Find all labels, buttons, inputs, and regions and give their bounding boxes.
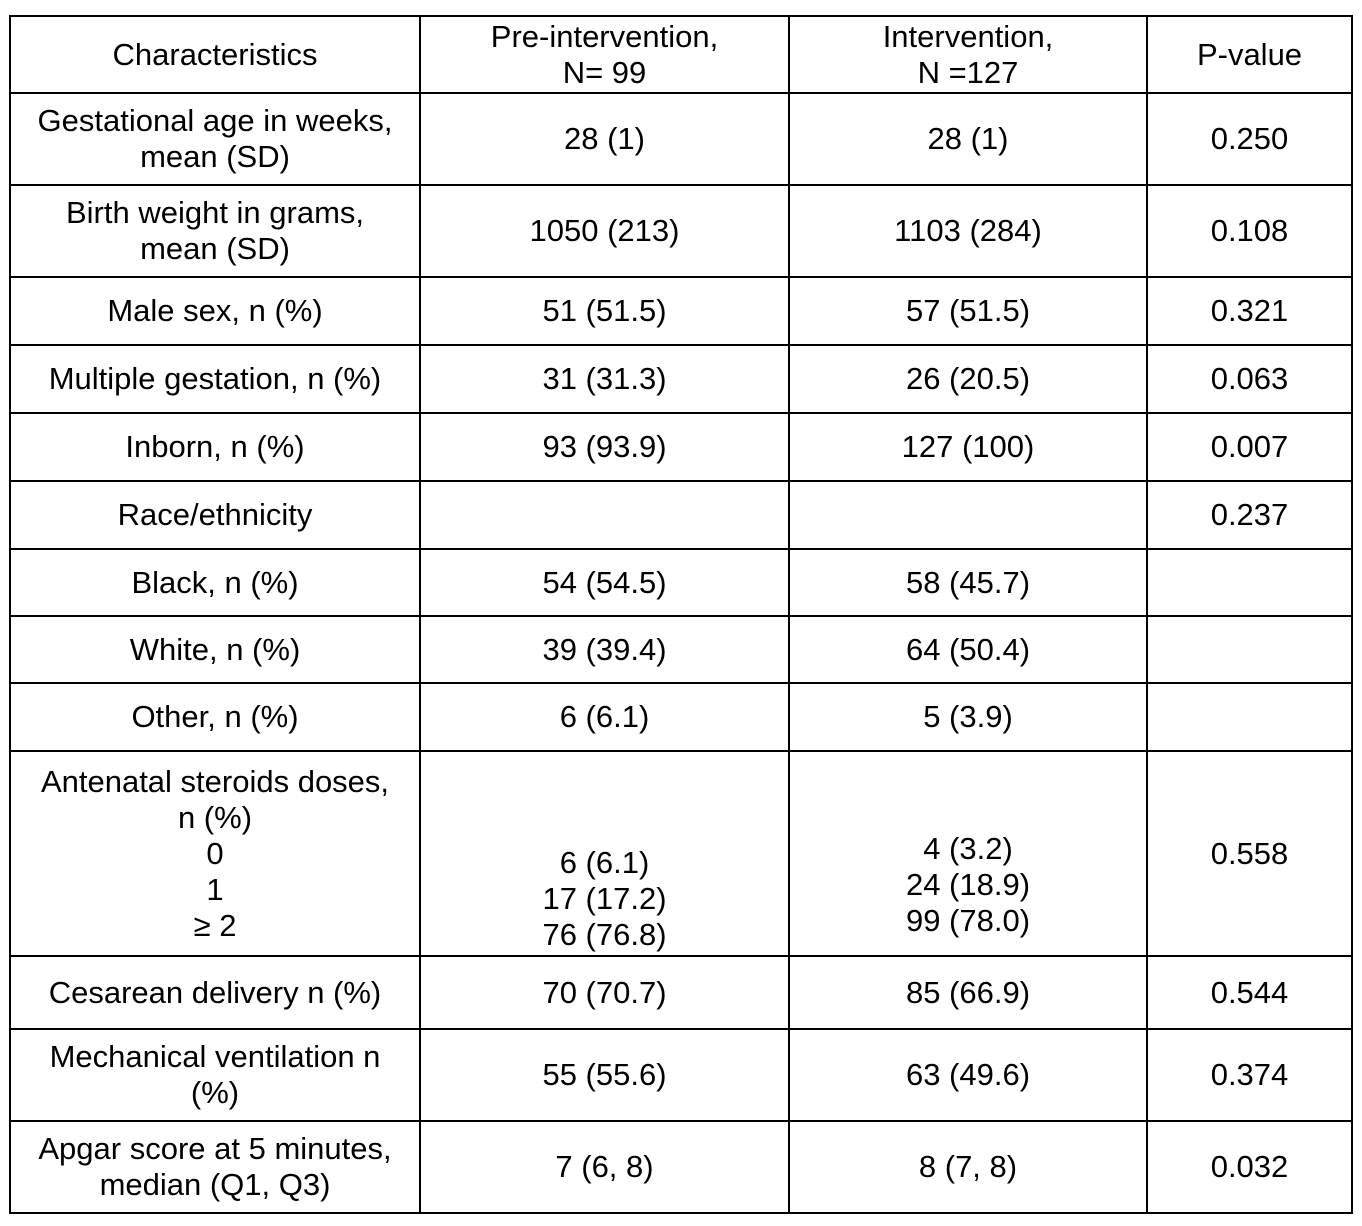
row-pre-value: 39 (39.4) [420,616,789,683]
row-int-value: 63 (49.6) [789,1029,1147,1121]
row-int-value: 28 (1) [789,93,1147,185]
table-row [10,277,1352,345]
row-pre-value: 28 (1) [420,93,789,185]
row-pre-value: 70 (70.7) [420,956,789,1029]
row-pre-value: 6 (6.1) [420,683,789,751]
row-pvalue: 0.007 [1147,413,1352,481]
row-pvalue: 0.063 [1147,345,1352,413]
row-int-value: 58 (45.7) [789,549,1147,616]
header-pre-line2: N= 99 [562,54,647,90]
table-row [10,616,1352,683]
row-pre-value: 31 (31.3) [420,345,789,413]
characteristics-table [9,15,1353,1214]
header-pre-intervention [420,16,789,93]
row-int-value [789,481,1147,549]
row-pre-value: 55 (55.6) [420,1029,789,1121]
row-pvalue: 0.237 [1147,481,1352,549]
table-row [10,93,1352,185]
row-int-value: 57 (51.5) [789,277,1147,345]
row-pvalue [1147,683,1352,751]
row-int-value: 85 (66.9) [789,956,1147,1029]
row-pvalue: 0.032 [1147,1121,1352,1213]
row-label: Multiple gestation, n (%) [10,345,420,413]
table-row [10,683,1352,751]
row-label: Birth weight in grams, mean (SD) [10,185,420,277]
row-label: Other, n (%) [10,683,420,751]
row-label: Race/ethnicity [10,481,420,549]
row-label: Cesarean delivery n (%) [10,956,420,1029]
row-pre-value: 54 (54.5) [420,549,789,616]
row-pre-value [420,481,789,549]
table-row [10,481,1352,549]
header-pre-line1: Pre-intervention, [490,18,719,54]
row-label: Male sex, n (%) [10,277,420,345]
row-label: Apgar score at 5 minutes, median (Q1, Q3) [10,1121,420,1213]
row-label: Mechanical ventilation n (%) [10,1029,420,1121]
row-int-value: 8 (7, 8) [789,1121,1147,1213]
table-row [10,345,1352,413]
row-pre-value: 51 (51.5) [420,277,789,345]
row-pvalue: 0.544 [1147,956,1352,1029]
row-label: White, n (%) [10,616,420,683]
table-row [10,185,1352,277]
row-int-value: 127 (100) [789,413,1147,481]
header-row [10,16,1352,93]
row-int-value: 26 (20.5) [789,345,1147,413]
row-int-value: 5 (3.9) [789,683,1147,751]
row-label: Inborn, n (%) [10,413,420,481]
table-row [10,1029,1352,1121]
row-pvalue [1147,549,1352,616]
row-pre-value: 1050 (213) [420,185,789,277]
row-int-value: 4 (3.2) 24 (18.9) 99 (78.0) [789,751,1147,956]
row-pvalue: 0.108 [1147,185,1352,277]
header-intervention [789,16,1147,93]
row-label: Antenatal steroids doses, n (%) 0 1 ≥ 2 [10,751,420,956]
table-row [10,1121,1352,1213]
table-row [10,956,1352,1029]
row-pvalue: 0.558 [1147,751,1352,956]
header-int-line1: Intervention, [882,18,1054,54]
table-row [10,751,1352,956]
row-pre-value: 93 (93.9) [420,413,789,481]
table-row [10,413,1352,481]
row-int-value: 1103 (284) [789,185,1147,277]
header-characteristics: Characteristics [10,16,420,93]
row-label: Black, n (%) [10,549,420,616]
row-int-value: 64 (50.4) [789,616,1147,683]
row-pre-value: 6 (6.1) 17 (17.2) 76 (76.8) [420,751,789,956]
header-pvalue: P-value [1147,16,1352,93]
row-label: Gestational age in weeks, mean (SD) [10,93,420,185]
row-pvalue: 0.374 [1147,1029,1352,1121]
row-pvalue: 0.250 [1147,93,1352,185]
row-pre-value: 7 (6, 8) [420,1121,789,1213]
table-row [10,549,1352,616]
header-int-line2: N =127 [917,54,1019,90]
row-pvalue: 0.321 [1147,277,1352,345]
row-pvalue [1147,616,1352,683]
